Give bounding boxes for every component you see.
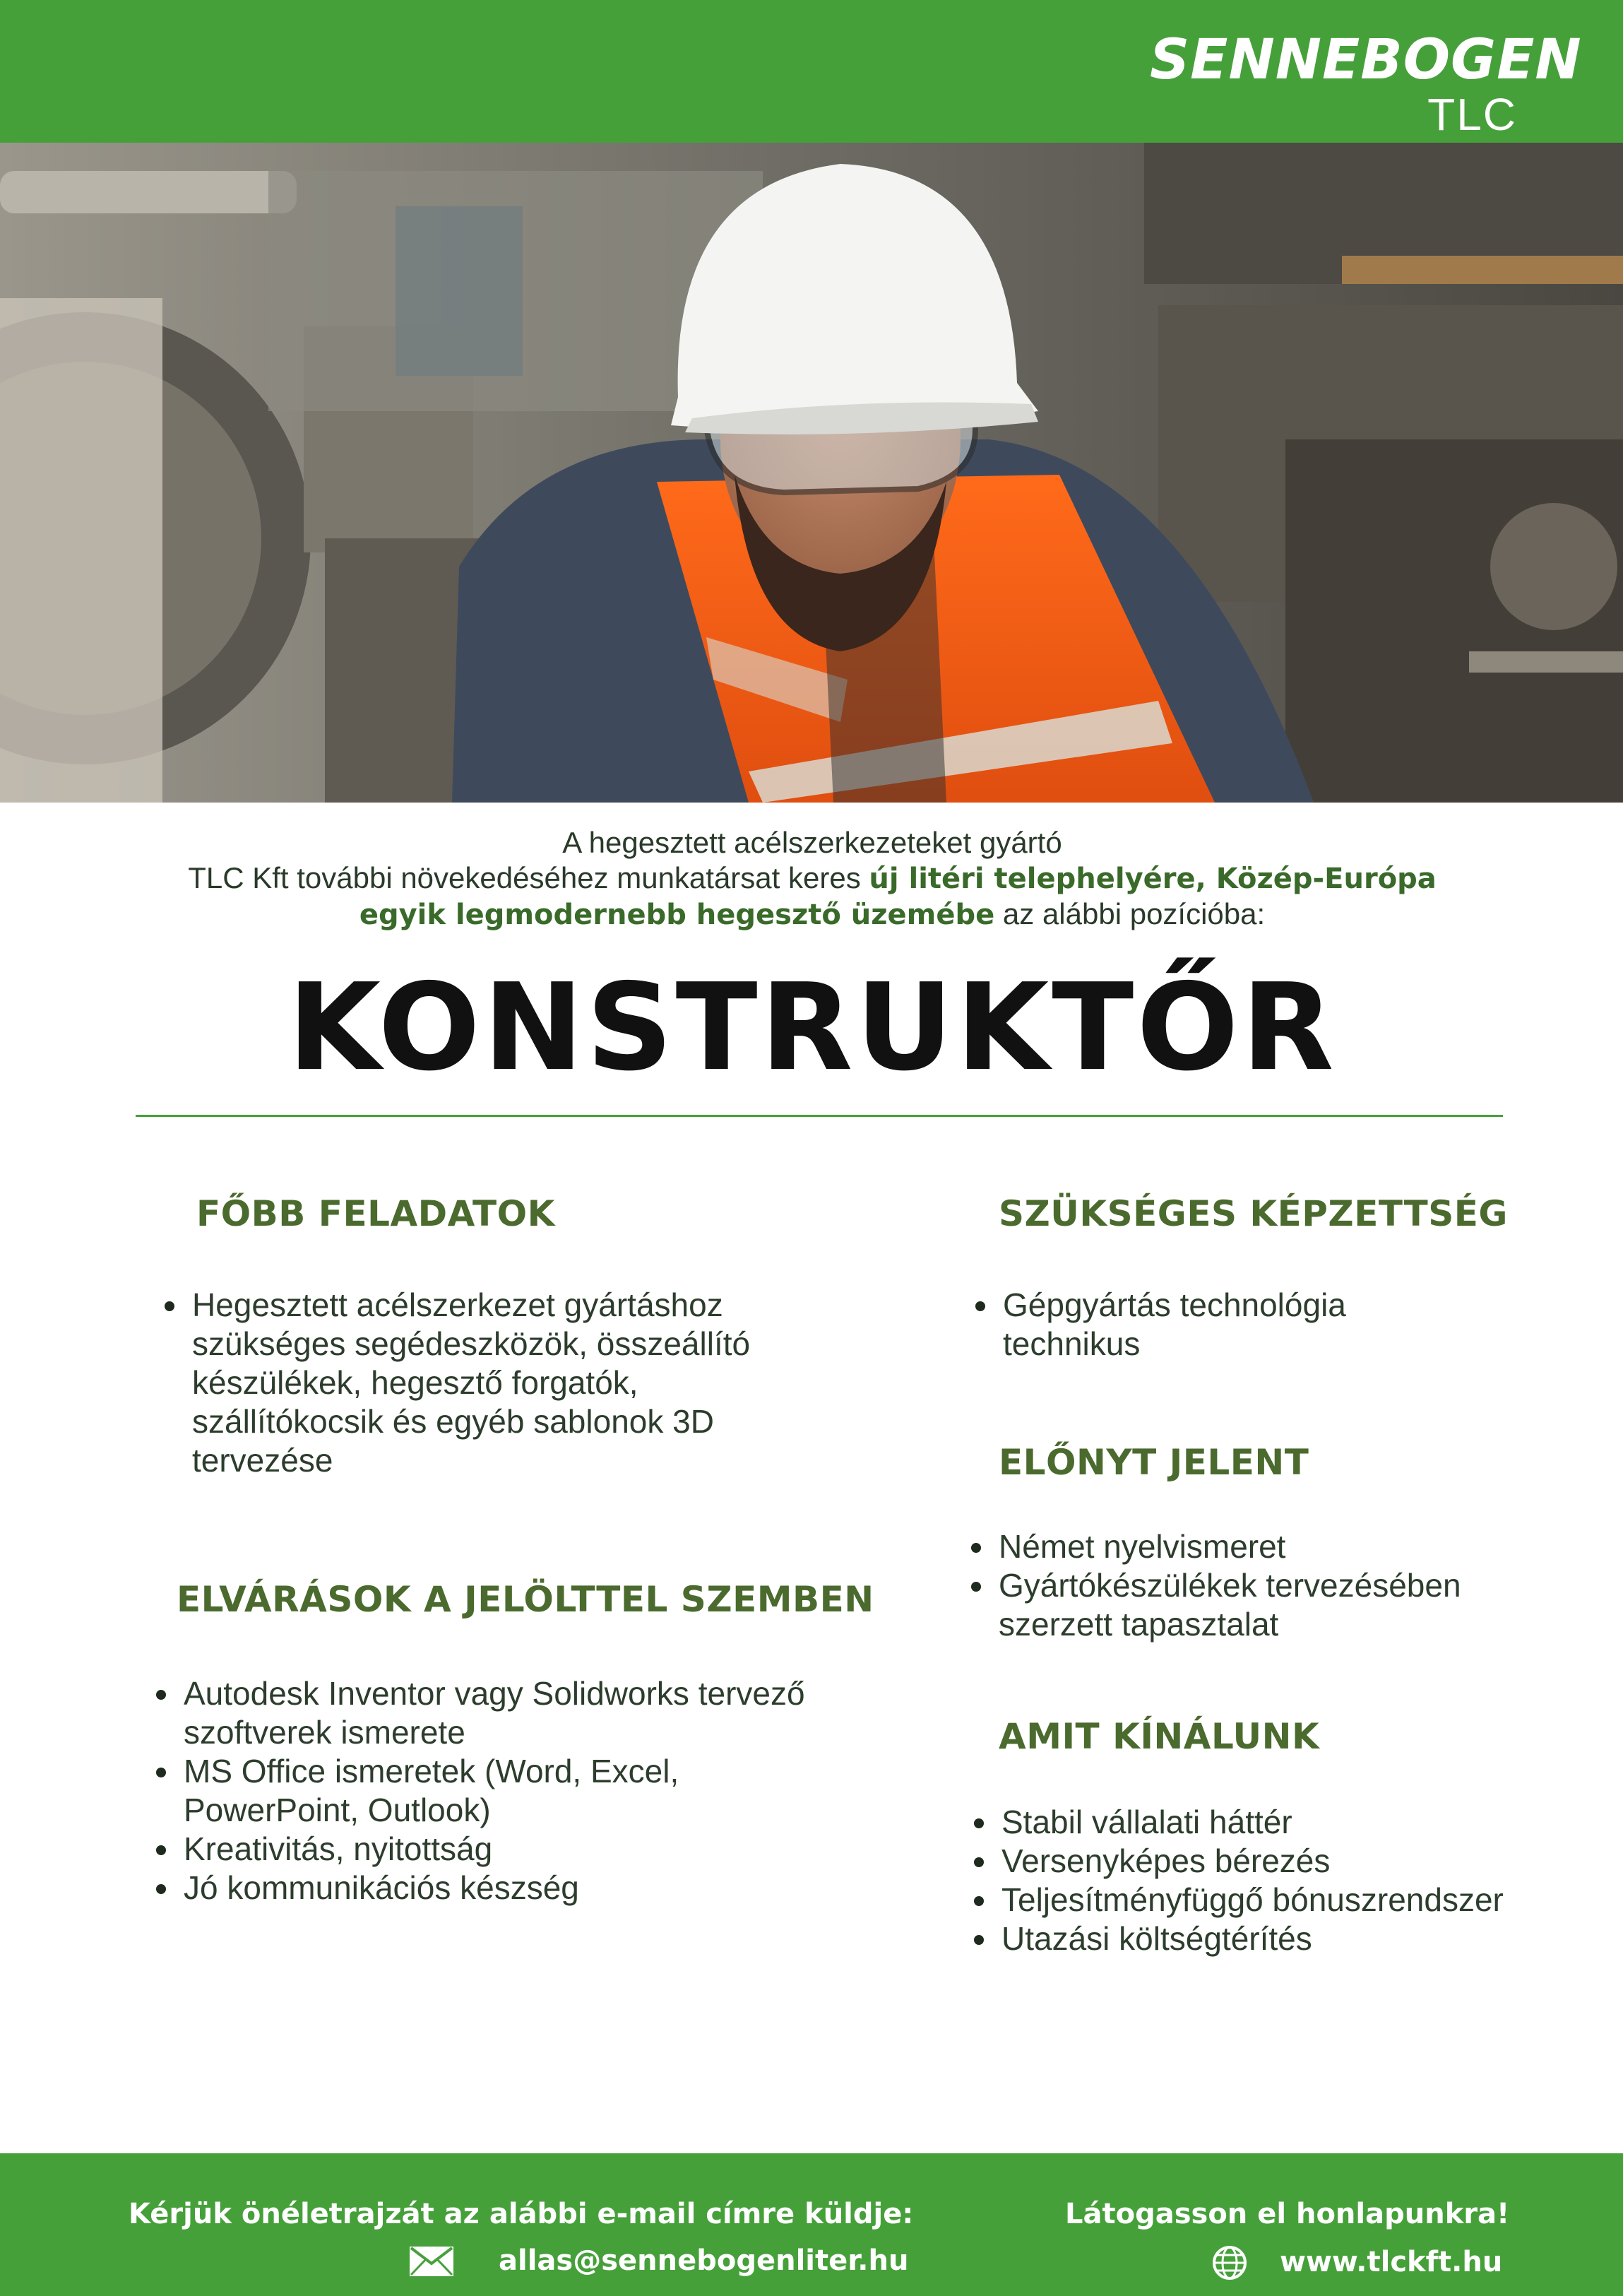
intro-line-3-highlight: egyik legmodernebb hegesztő üzemébe [359, 899, 995, 931]
list-item: • Kreativitás, nyitottság [181, 1830, 816, 1869]
list-item: • Autodesk Inventor vagy Solidworks tervező szoftverek ismerete [181, 1674, 816, 1752]
list-item: • Stabil vállalati háttér [999, 1803, 1606, 1842]
photo-illustration [0, 143, 1623, 803]
list-item: • Teljesítményfüggő bónuszrendszer [999, 1881, 1606, 1919]
job-title: KONSTRUKTŐR [287, 958, 1337, 1098]
email-link[interactable]: allas@sennebogenliter.hu [499, 2244, 909, 2277]
list-item: • MS Office ismeretek (Word, Excel, PowerPoint, Outlook) [181, 1752, 816, 1830]
list-item: • Hegesztett acélszerkezet gyártáshoz szükséges segédeszközök, összeállító készülékek, hegesztő forgatók, szállítókocsik és egyéb sablonok 3D tervezése [189, 1286, 825, 1480]
title-divider [136, 1115, 1503, 1117]
section-title-tasks: FŐBB FELADATOK [196, 1193, 555, 1234]
list-item: • Versenyképes bérezés [999, 1842, 1606, 1881]
tasks-list [150, 1286, 825, 1480]
list-item: • Utazási költségtérítés [999, 1919, 1606, 1958]
envelope-icon [408, 2245, 455, 2278]
intro-line-2 [106, 860, 1518, 896]
section-title-offer: AMIT KÍNÁLUNK [999, 1716, 1320, 1757]
header-bar [0, 0, 1623, 143]
list-item: • Gépgyártás technológia technikus [1000, 1286, 1452, 1363]
footer-bar [0, 2153, 1623, 2296]
intro-line-2-plain: TLC Kft további növekedéséhez munkatársat keres [188, 861, 869, 894]
globe-icon [1212, 2245, 1247, 2280]
factory-worker-photo [0, 143, 1623, 803]
list-item: • Német nyelvismeret [996, 1527, 1561, 1566]
section-title-advantage: ELŐNYT JELENT [999, 1442, 1309, 1483]
sennebogen-tlc-logo [1150, 28, 1582, 140]
website-link[interactable]: www.tlckft.hu [1280, 2246, 1503, 2278]
offer-list [959, 1803, 1606, 1958]
advantage-list [956, 1527, 1561, 1644]
web-prompt: Látogasson el honlapunkra! [1065, 2198, 1510, 2230]
logo-brand: SENNEBOGEN [1150, 28, 1582, 92]
logo-sub: TLC [1427, 89, 1517, 140]
list-item: • Gyártókészülékek tervezésében szerzett tapasztalat [996, 1566, 1561, 1644]
section-title-education: SZÜKSÉGES KÉPZETTSÉG [999, 1193, 1508, 1234]
cv-prompt: Kérjük önéletrajzát az alábbi e-mail címre küldje: [129, 2198, 914, 2230]
list-item: • Jó kommunikációs készség [181, 1869, 816, 1907]
intro-line-3-plain: az alábbi pozícióba: [994, 897, 1266, 930]
requirements-list [141, 1674, 816, 1907]
education-list [961, 1286, 1452, 1363]
intro-text [106, 825, 1518, 933]
section-title-requirements: ELVÁRÁSOK A JELÖLTTEL SZEMBEN [177, 1579, 874, 1620]
intro-line-2-highlight: új litéri telephelyére, Közép-Európa [869, 863, 1437, 895]
intro-line-3 [106, 896, 1518, 933]
intro-line-1: A hegesztett acélszerkezeteket gyártó [562, 826, 1062, 859]
